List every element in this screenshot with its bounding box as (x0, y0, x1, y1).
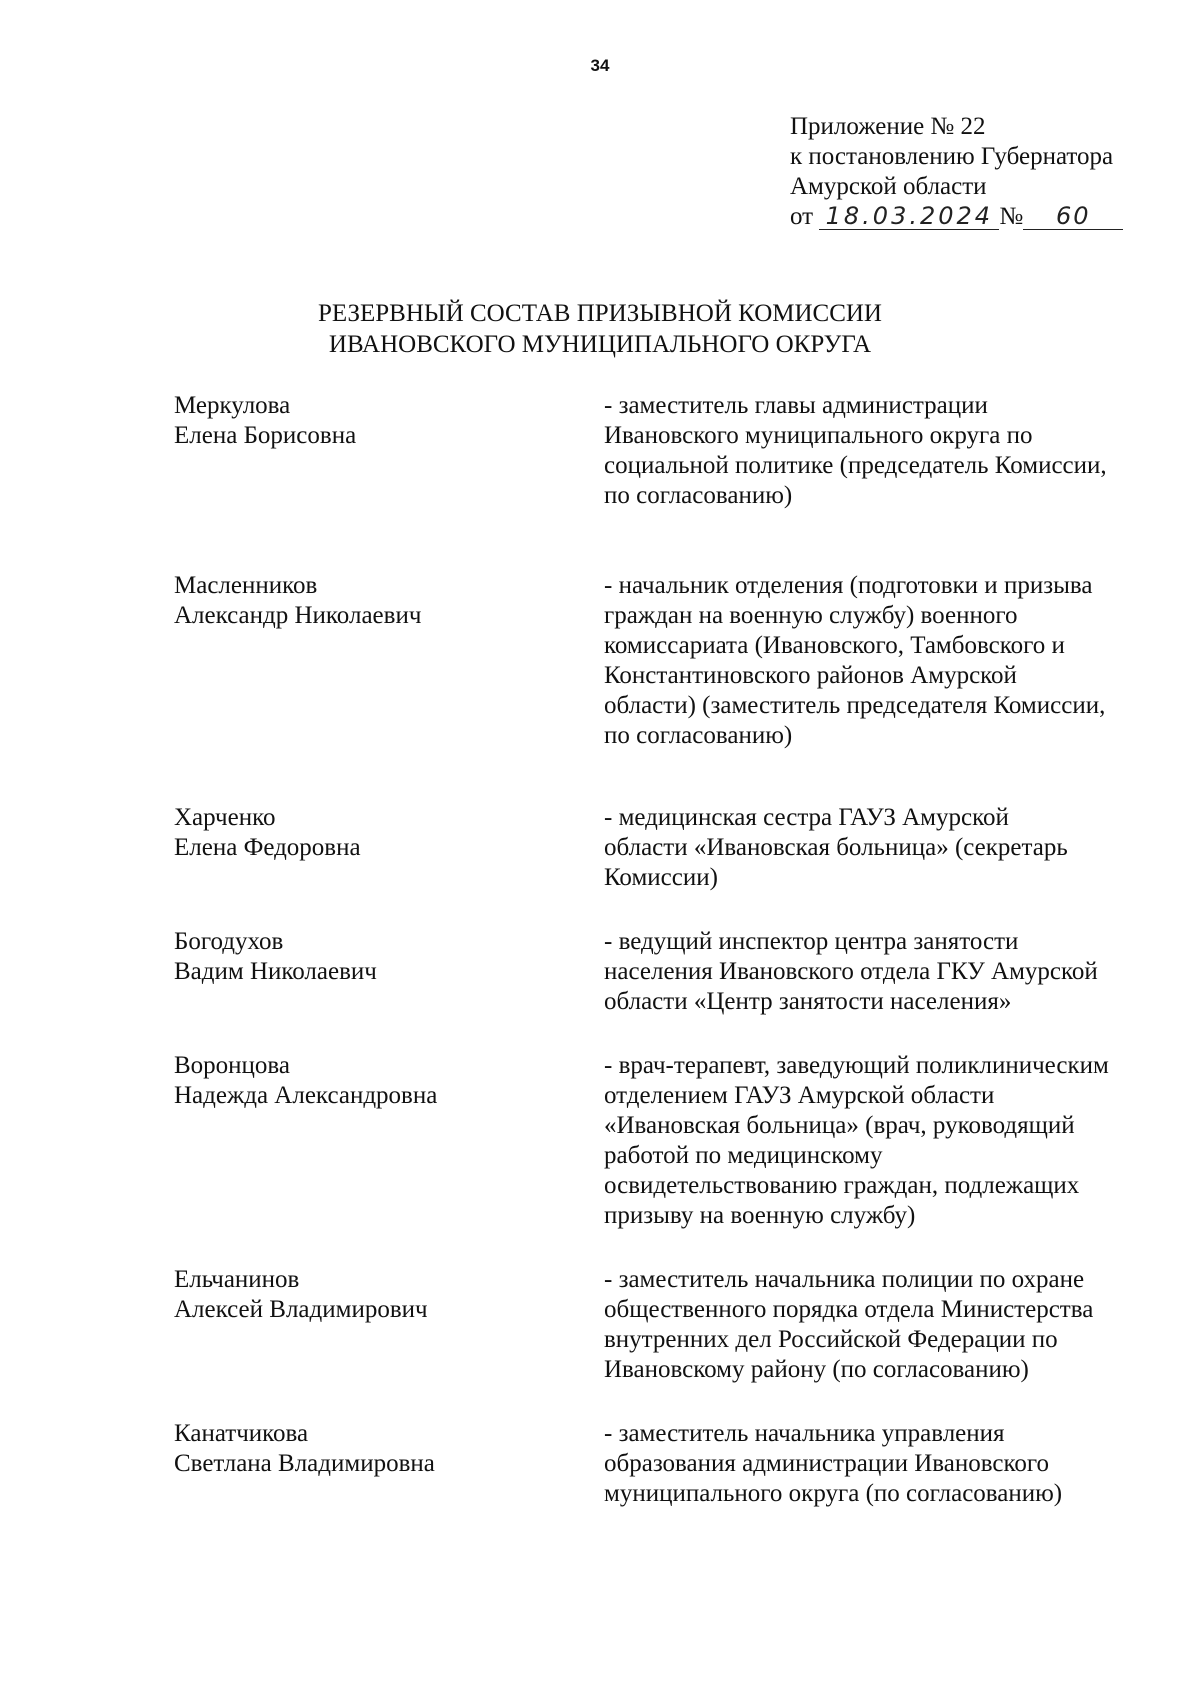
appendix-decree-ref: к постановлению Губернатора (790, 143, 1114, 170)
role-line: Ивановского муниципального округа по (604, 422, 1033, 449)
title-line-2: ИВАНОВСКОГО МУНИЦИПАЛЬНОГО ОКРУГА (328, 331, 872, 358)
role-line: отделением ГАУЗ Амурской области (604, 1082, 995, 1109)
role-line: области «Центр занятости населения» (604, 988, 1012, 1015)
role-line: - заместитель начальника управления (604, 1420, 1005, 1447)
role-line: - ведущий инспектор центра занятости (604, 928, 1019, 955)
role-line: Комиссии) (604, 864, 718, 891)
member-given-names: Александр Николаевич (174, 602, 422, 629)
member-surname: Харченко (174, 804, 276, 831)
role-line: области «Ивановская больница» (секретарь (604, 834, 1068, 861)
appendix-number: Приложение № 22 (790, 113, 986, 140)
role-line: граждан на военную службу) военного (604, 602, 1018, 629)
role-line: внутренних дел Российской Федерации по (604, 1326, 1058, 1353)
member-name (174, 1051, 604, 1231)
role-line: - врач-терапевт, заведующий поликлиническим (604, 1052, 1109, 1079)
member-given-names: Алексей Владимирович (174, 1296, 428, 1323)
member-role (604, 927, 1164, 1017)
member-role (604, 1419, 1164, 1509)
member-entry (174, 1051, 1174, 1231)
member-role (604, 571, 1164, 751)
date-prefix: от (790, 203, 814, 230)
member-given-names: Вадим Николаевич (174, 958, 377, 985)
member-name (174, 1419, 604, 1509)
member-surname: Богодухов (174, 928, 284, 955)
member-given-names: Светлана Владимировна (174, 1450, 435, 1477)
role-line: - медицинская сестра ГАУЗ Амурской (604, 804, 1009, 831)
member-surname: Ельчанинов (174, 1266, 300, 1293)
role-line: Константиновского районов Амурской (604, 662, 1017, 689)
member-name (174, 571, 604, 751)
role-line: области) (заместитель председателя Комиссии, (604, 692, 1106, 719)
member-entry (174, 803, 1174, 893)
member-surname: Меркулова (174, 392, 291, 419)
title-line-1: РЕЗЕРВНЫЙ СОСТАВ ПРИЗЫВНОЙ КОМИССИИ (317, 300, 882, 327)
member-role (604, 803, 1164, 893)
member-role (604, 391, 1164, 511)
role-line: социальной политике (председатель Комиссии, (604, 452, 1107, 479)
role-line: «Ивановская больница» (врач, руководящий (604, 1112, 1075, 1139)
role-line: Ивановскому району (по согласованию) (604, 1356, 1029, 1383)
member-name (174, 803, 604, 893)
member-name (174, 927, 604, 1017)
member-entry (174, 927, 1174, 1017)
member-surname: Канатчикова (174, 1420, 309, 1447)
member-entry (174, 1265, 1174, 1385)
member-entry (174, 571, 1174, 751)
handwritten-number: 60 (1023, 203, 1123, 230)
role-line: работой по медицинскому (604, 1142, 883, 1169)
appendix-date-line (790, 202, 1123, 232)
member-given-names: Елена Борисовна (174, 422, 357, 449)
role-line: общественного порядка отдела Министерства (604, 1296, 1094, 1323)
member-given-names: Надежда Александровна (174, 1082, 438, 1109)
role-line: освидетельствованию граждан, подлежащих (604, 1172, 1080, 1199)
role-line: образования администрации Ивановского (604, 1450, 1049, 1477)
members-list (174, 391, 1174, 1509)
number-sign: № (999, 203, 1024, 230)
appendix-region: Амурской области (790, 173, 987, 200)
role-line: - заместитель главы администрации (604, 392, 988, 419)
member-name (174, 1265, 604, 1385)
role-line: - начальник отделения (подготовки и призыва (604, 572, 1093, 599)
role-line: комиссариата (Ивановского, Тамбовского и (604, 632, 1065, 659)
member-surname: Масленников (174, 572, 318, 599)
member-given-names: Елена Федоровна (174, 834, 361, 861)
page-number: 34 (590, 56, 610, 75)
member-role (604, 1051, 1164, 1231)
appendix-block (790, 112, 1123, 232)
role-line: муниципального округа (по согласованию) (604, 1480, 1063, 1507)
member-name (174, 391, 604, 511)
member-surname: Воронцова (174, 1052, 291, 1079)
role-line: населения Ивановского отдела ГКУ Амурской (604, 958, 1098, 985)
document-title (0, 298, 1200, 360)
member-entry (174, 391, 1174, 511)
member-role (604, 1265, 1164, 1385)
member-entry (174, 1419, 1174, 1509)
role-line: призыву на военную службу) (604, 1202, 916, 1229)
role-line: по согласованию) (604, 482, 793, 509)
handwritten-date: 18.03.2024 (819, 203, 999, 230)
role-line: - заместитель начальника полиции по охране (604, 1266, 1085, 1293)
role-line: по согласованию) (604, 722, 793, 749)
